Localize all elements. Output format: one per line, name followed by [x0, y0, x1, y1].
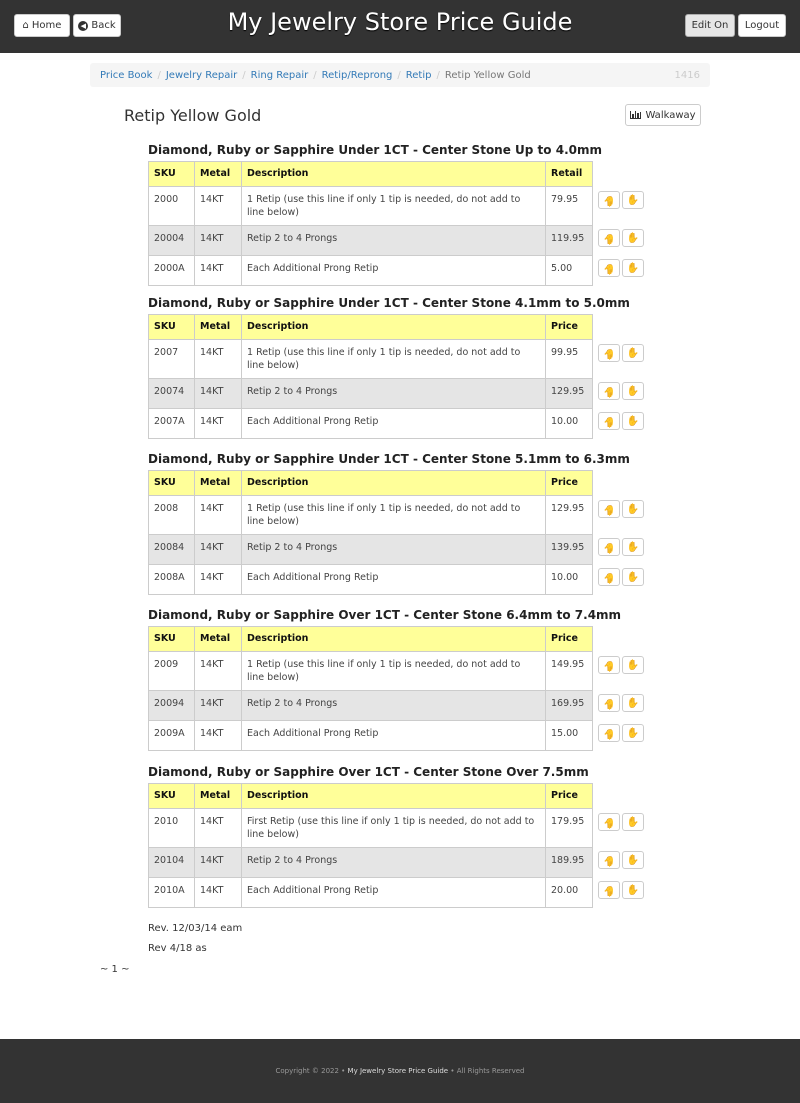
table-row — [149, 256, 593, 286]
home-icon: ⌂ — [22, 20, 29, 31]
home-label: Home — [31, 20, 62, 31]
page-id: 1416 — [674, 69, 700, 81]
thumbs-down-button[interactable] — [598, 851, 620, 869]
thumbs-down-button[interactable] — [598, 382, 620, 400]
vote-buttons — [598, 851, 644, 869]
thumbs-up-button[interactable] — [622, 538, 644, 556]
column-header: SKU — [149, 315, 195, 340]
price-section — [148, 296, 648, 439]
sku-cell: 2010A — [149, 878, 195, 908]
column-header: Description — [242, 627, 546, 652]
thumbs-down-button[interactable] — [598, 191, 620, 209]
thumbs-down-button[interactable] — [598, 344, 620, 362]
vote-buttons — [598, 694, 644, 712]
logout-button[interactable] — [738, 14, 786, 37]
thumbs-down-icon: ✋ — [602, 385, 616, 397]
breadcrumb-current: Retip Yellow Gold — [444, 69, 531, 81]
thumbs-up-icon: ✋ — [626, 854, 640, 866]
thumbs-down-icon: ✋ — [602, 816, 616, 828]
table-header-row — [149, 627, 593, 652]
column-header: SKU — [149, 162, 195, 187]
thumbs-up-icon: ✋ — [626, 884, 640, 896]
revision-note: Rev. 12/03/14 eam — [148, 923, 243, 934]
metal-cell: 14KT — [195, 878, 242, 908]
back-arrow-icon: ◀ — [78, 21, 88, 31]
table-row — [149, 340, 593, 379]
thumbs-down-icon: ✋ — [602, 659, 616, 671]
column-header: SKU — [149, 784, 195, 809]
metal-cell: 14KT — [195, 721, 242, 751]
price-cell: 99.95 — [546, 340, 593, 379]
page-title: Retip Yellow Gold — [124, 106, 262, 125]
thumbs-up-icon: ✋ — [626, 415, 640, 427]
sku-cell: 20104 — [149, 848, 195, 878]
breadcrumb-separator: / — [157, 69, 161, 81]
site-title: My Jewelry Store Price Guide — [227, 8, 573, 36]
metal-cell: 14KT — [195, 409, 242, 439]
price-cell: 179.95 — [546, 809, 593, 848]
description-cell: Each Additional Prong Retip — [242, 721, 546, 751]
table-row — [149, 496, 593, 535]
edit-label: Edit On — [691, 20, 729, 31]
metal-cell: 14KT — [195, 226, 242, 256]
description-cell: Each Additional Prong Retip — [242, 878, 546, 908]
column-header: Retail — [546, 162, 593, 187]
thumbs-up-button[interactable] — [622, 412, 644, 430]
thumbs-up-icon: ✋ — [626, 262, 640, 274]
footer — [0, 1039, 800, 1103]
sku-cell: 2000A — [149, 256, 195, 286]
thumbs-down-button[interactable] — [598, 881, 620, 899]
sku-cell: 20074 — [149, 379, 195, 409]
sku-cell: 2008A — [149, 565, 195, 595]
breadcrumb — [90, 63, 710, 87]
section-title: Diamond, Ruby or Sapphire Over 1CT - Center Stone Over 7.5mm — [148, 765, 589, 779]
column-header: Metal — [195, 471, 242, 496]
thumbs-down-icon: ✋ — [602, 571, 616, 583]
price-cell: 20.00 — [546, 878, 593, 908]
thumbs-down-button[interactable] — [598, 538, 620, 556]
thumbs-up-button[interactable] — [622, 500, 644, 518]
section-title: Diamond, Ruby or Sapphire Under 1CT - Center Stone 4.1mm to 5.0mm — [148, 296, 630, 310]
price-cell: 149.95 — [546, 652, 593, 691]
thumbs-up-icon: ✋ — [626, 232, 640, 244]
thumbs-up-icon: ✋ — [626, 194, 640, 206]
thumbs-up-button[interactable] — [622, 813, 644, 831]
column-header: Price — [546, 627, 593, 652]
description-cell: Each Additional Prong Retip — [242, 565, 546, 595]
vote-buttons — [598, 382, 644, 400]
thumbs-up-button[interactable] — [622, 881, 644, 899]
thumbs-down-button[interactable] — [598, 724, 620, 742]
breadcrumb-separator: / — [436, 69, 440, 81]
description-cell: 1 Retip (use this line if only 1 tip is needed, do not add to line below) — [242, 340, 546, 379]
page-number: ~ 1 ~ — [100, 964, 130, 975]
price-table — [148, 783, 593, 908]
price-section — [148, 608, 648, 751]
top-navbar — [0, 0, 800, 53]
table-row — [149, 226, 593, 256]
breadcrumb-price-book[interactable]: Price Book — [100, 69, 153, 81]
metal-cell: 14KT — [195, 379, 242, 409]
table-header-row — [149, 784, 593, 809]
thumbs-down-button[interactable] — [598, 412, 620, 430]
vote-buttons — [598, 881, 644, 899]
vote-buttons — [598, 813, 644, 831]
price-cell: 129.95 — [546, 379, 593, 409]
sku-cell: 2007 — [149, 340, 195, 379]
thumbs-down-button[interactable] — [598, 229, 620, 247]
section-title: Diamond, Ruby or Sapphire Under 1CT - Center Stone Up to 4.0mm — [148, 143, 602, 157]
table-row — [149, 565, 593, 595]
table-row — [149, 652, 593, 691]
table-row — [149, 691, 593, 721]
breadcrumb-retip[interactable]: Retip — [405, 69, 432, 81]
thumbs-down-icon: ✋ — [602, 347, 616, 359]
thumbs-down-icon: ✋ — [602, 232, 616, 244]
thumbs-down-icon: ✋ — [602, 415, 616, 427]
logout-label: Logout — [744, 20, 780, 31]
thumbs-up-button[interactable] — [622, 229, 644, 247]
sku-cell: 2007A — [149, 409, 195, 439]
thumbs-down-icon: ✋ — [602, 727, 616, 739]
column-header: Price — [546, 315, 593, 340]
sku-cell: 2009A — [149, 721, 195, 751]
description-cell: 1 Retip (use this line if only 1 tip is needed, do not add to line below) — [242, 652, 546, 691]
thumbs-up-icon: ✋ — [626, 697, 640, 709]
column-header: Metal — [195, 784, 242, 809]
price-table — [148, 470, 593, 595]
thumbs-up-button[interactable] — [622, 656, 644, 674]
column-header: SKU — [149, 471, 195, 496]
metal-cell: 14KT — [195, 340, 242, 379]
description-cell: Each Additional Prong Retip — [242, 256, 546, 286]
metal-cell: 14KT — [195, 535, 242, 565]
section-title: Diamond, Ruby or Sapphire Under 1CT - Center Stone 5.1mm to 6.3mm — [148, 452, 630, 466]
column-header: Metal — [195, 315, 242, 340]
thumbs-up-button[interactable] — [622, 568, 644, 586]
vote-buttons — [598, 259, 644, 277]
metal-cell: 14KT — [195, 848, 242, 878]
thumbs-down-icon: ✋ — [602, 194, 616, 206]
column-header: Description — [242, 471, 546, 496]
thumbs-down-button[interactable] — [598, 656, 620, 674]
thumbs-up-button[interactable] — [622, 851, 644, 869]
price-cell: 79.95 — [546, 187, 593, 226]
breadcrumb-jewelry-repair[interactable]: Jewelry Repair — [165, 69, 238, 81]
column-header: Metal — [195, 162, 242, 187]
price-cell: 15.00 — [546, 721, 593, 751]
thumbs-up-icon: ✋ — [626, 727, 640, 739]
price-table — [148, 626, 593, 751]
sku-cell: 2008 — [149, 496, 195, 535]
bar-chart-icon — [630, 111, 641, 119]
description-cell: Each Additional Prong Retip — [242, 409, 546, 439]
price-section — [148, 143, 648, 286]
vote-buttons — [598, 191, 644, 209]
table-row — [149, 535, 593, 565]
thumbs-down-button[interactable] — [598, 500, 620, 518]
price-cell: 139.95 — [546, 535, 593, 565]
thumbs-down-button[interactable] — [598, 813, 620, 831]
vote-buttons — [598, 229, 644, 247]
breadcrumb-retip-reprong[interactable]: Retip/Reprong — [321, 69, 393, 81]
sku-cell: 20084 — [149, 535, 195, 565]
table-row — [149, 809, 593, 848]
column-header: Description — [242, 784, 546, 809]
table-row — [149, 379, 593, 409]
table-row — [149, 409, 593, 439]
back-label: Back — [91, 20, 116, 31]
table-row — [149, 187, 593, 226]
metal-cell: 14KT — [195, 496, 242, 535]
price-section — [148, 452, 648, 595]
thumbs-down-icon: ✋ — [602, 503, 616, 515]
price-section — [148, 765, 648, 908]
table-row — [149, 848, 593, 878]
sku-cell: 2009 — [149, 652, 195, 691]
table-header-row — [149, 162, 593, 187]
column-header: Description — [242, 315, 546, 340]
table-row — [149, 878, 593, 908]
metal-cell: 14KT — [195, 187, 242, 226]
vote-buttons — [598, 724, 644, 742]
thumbs-down-icon: ✋ — [602, 262, 616, 274]
price-cell: 5.00 — [546, 256, 593, 286]
metal-cell: 14KT — [195, 565, 242, 595]
breadcrumb-separator: / — [397, 69, 401, 81]
thumbs-down-icon: ✋ — [602, 854, 616, 866]
table-header-row — [149, 471, 593, 496]
thumbs-down-button[interactable] — [598, 694, 620, 712]
column-header: Price — [546, 471, 593, 496]
footer-copyright: Copyright © 2022 • — [275, 1067, 346, 1075]
price-cell: 169.95 — [546, 691, 593, 721]
description-cell: 1 Retip (use this line if only 1 tip is needed, do not add to line below) — [242, 496, 546, 535]
vote-buttons — [598, 500, 644, 518]
price-cell: 10.00 — [546, 409, 593, 439]
metal-cell: 14KT — [195, 256, 242, 286]
description-cell: Retip 2 to 4 Prongs — [242, 379, 546, 409]
back-button[interactable] — [73, 14, 121, 37]
footer-brand: My Jewelry Store Price Guide — [347, 1067, 449, 1075]
sku-cell: 20094 — [149, 691, 195, 721]
thumbs-up-icon: ✋ — [626, 816, 640, 828]
breadcrumb-separator: / — [313, 69, 317, 81]
metal-cell: 14KT — [195, 652, 242, 691]
section-title: Diamond, Ruby or Sapphire Over 1CT - Center Stone 6.4mm to 7.4mm — [148, 608, 622, 622]
thumbs-down-icon: ✋ — [602, 697, 616, 709]
thumbs-down-button[interactable] — [598, 568, 620, 586]
table-header-row — [149, 315, 593, 340]
price-table — [148, 314, 593, 439]
thumbs-up-button[interactable] — [622, 382, 644, 400]
thumbs-up-icon: ✋ — [626, 659, 640, 671]
walkaway-label: Walkaway — [645, 109, 696, 121]
metal-cell: 14KT — [195, 809, 242, 848]
thumbs-up-button[interactable] — [622, 191, 644, 209]
thumbs-up-button[interactable] — [622, 724, 644, 742]
thumbs-up-icon: ✋ — [626, 347, 640, 359]
thumbs-down-button[interactable] — [598, 259, 620, 277]
thumbs-up-button[interactable] — [622, 259, 644, 277]
edit-toggle-button[interactable] — [685, 14, 735, 37]
breadcrumb-ring-repair[interactable]: Ring Repair — [250, 69, 309, 81]
column-header: Metal — [195, 627, 242, 652]
thumbs-down-icon: ✋ — [602, 884, 616, 896]
table-row — [149, 721, 593, 751]
price-cell: 10.00 — [546, 565, 593, 595]
description-cell: Retip 2 to 4 Prongs — [242, 691, 546, 721]
thumbs-up-icon: ✋ — [626, 385, 640, 397]
description-cell: First Retip (use this line if only 1 tip is needed, do not add to line below) — [242, 809, 546, 848]
vote-buttons — [598, 412, 644, 430]
revision-note: Rev 4/18 as — [148, 943, 207, 954]
price-cell: 129.95 — [546, 496, 593, 535]
price-cell: 119.95 — [546, 226, 593, 256]
vote-buttons — [598, 344, 644, 362]
metal-cell: 14KT — [195, 691, 242, 721]
thumbs-up-icon: ✋ — [626, 541, 640, 553]
description-cell: Retip 2 to 4 Prongs — [242, 535, 546, 565]
column-header: Description — [242, 162, 546, 187]
sku-cell: 20004 — [149, 226, 195, 256]
description-cell: 1 Retip (use this line if only 1 tip is needed, do not add to line below) — [242, 187, 546, 226]
column-header: SKU — [149, 627, 195, 652]
vote-buttons — [598, 568, 644, 586]
column-header: Price — [546, 784, 593, 809]
sku-cell: 2000 — [149, 187, 195, 226]
thumbs-down-icon: ✋ — [602, 541, 616, 553]
thumbs-up-button[interactable] — [622, 694, 644, 712]
breadcrumb-separator: / — [242, 69, 246, 81]
sku-cell: 2010 — [149, 809, 195, 848]
price-cell: 189.95 — [546, 848, 593, 878]
price-table — [148, 161, 593, 286]
description-cell: Retip 2 to 4 Prongs — [242, 848, 546, 878]
thumbs-up-button[interactable] — [622, 344, 644, 362]
walkaway-button[interactable] — [625, 104, 701, 126]
thumbs-up-icon: ✋ — [626, 571, 640, 583]
thumbs-up-icon: ✋ — [626, 503, 640, 515]
vote-buttons — [598, 656, 644, 674]
home-button[interactable] — [14, 14, 70, 37]
description-cell: Retip 2 to 4 Prongs — [242, 226, 546, 256]
footer-rights: • All Rights Reserved — [450, 1067, 525, 1075]
vote-buttons — [598, 538, 644, 556]
